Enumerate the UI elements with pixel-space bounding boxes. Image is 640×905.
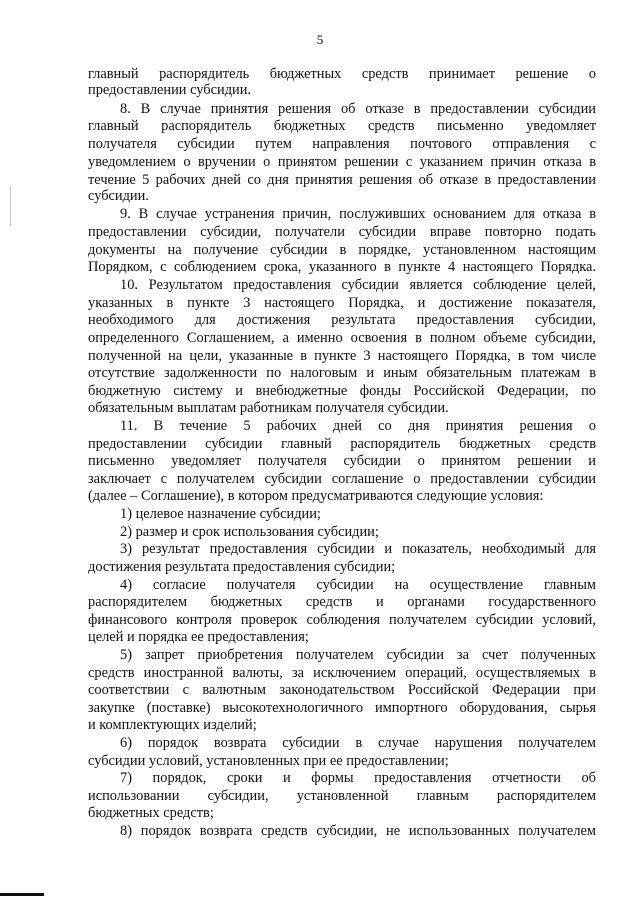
text-line: достижения результата предоставления субсидии; bbox=[88, 559, 396, 575]
text-line: целей и порядка ее предоставления; bbox=[88, 629, 309, 645]
text-line: главный распорядитель бюджетных средств принимает решение о bbox=[88, 66, 596, 82]
text-line: 3) результат предоставления субсидии и показатель, необходимый для bbox=[120, 541, 596, 557]
margin-mark bbox=[10, 186, 11, 226]
text-line: необходимого для достижения результата предоставления субсидии, bbox=[88, 312, 596, 328]
text-line: документы на получение субсидии в порядке, установленном настоящим bbox=[88, 242, 596, 258]
text-line: субсидии. bbox=[88, 188, 149, 204]
text-line: соответствии с валютным законодательством Российской Федерации при bbox=[88, 682, 596, 698]
text-line: субсидии условий, установленных при ее предоставлении; bbox=[88, 753, 449, 769]
text-line: распорядителем бюджетных средств и органами государственного bbox=[88, 594, 596, 610]
text-line: главный распорядитель бюджетных средств письменно уведомляет bbox=[88, 118, 596, 134]
text-line: 2) размер и срок использования субсидии; bbox=[120, 524, 379, 540]
text-line: обязательным выплатам работникам получателя субсидии. bbox=[88, 400, 449, 416]
text-line: бюджетную систему и внебюджетные фонды Российской Федерации, по bbox=[88, 383, 596, 399]
footer-rule bbox=[0, 893, 44, 896]
text-line: 11. В течение 5 рабочих дней со дня принятия решения о bbox=[120, 418, 596, 434]
text-line: 4) согласие получателя субсидии на осуществление главным bbox=[120, 577, 596, 593]
text-line: отсутствие задолженности по налоговым и иным обязательным платежам в bbox=[88, 365, 596, 381]
text-line: (далее – Соглашение), в котором предусматриваются следующие условия: bbox=[88, 488, 544, 504]
text-line: 1) целевое назначение субсидии; bbox=[120, 506, 321, 522]
text-line: уведомлением о вручении о принятом решении с указанием причин отказа в bbox=[88, 154, 596, 170]
text-line: и комплектующих изделий; bbox=[88, 717, 257, 733]
text-line: 8) порядок возврата средств субсидии, не использованных получателем bbox=[120, 823, 596, 839]
text-line: полученной на цели, указанные в пункте 3 настоящего Порядка, в том числе bbox=[88, 348, 596, 364]
text-line: 5) запрет приобретения получателем субсидии за счет полученных bbox=[120, 647, 596, 663]
text-line: предоставлении субсидии. bbox=[88, 82, 252, 98]
text-line: бюджетных средств; bbox=[88, 805, 214, 821]
text-line: закупке (поставке) высокотехнологичного импортного оборудования, сырья bbox=[88, 700, 596, 716]
text-line: получателя субсидии путем направления почтового отправления с bbox=[88, 136, 596, 152]
text-line: заключает с получателем субсидии соглашение о предоставлении субсидии bbox=[88, 471, 596, 487]
text-line: 6) порядок возврата субсидии в случае нарушения получателем bbox=[120, 735, 596, 751]
text-line: указанных в пункте 3 настоящего Порядка, и достижение показателя, bbox=[88, 295, 596, 311]
text-line: письменно уведомляет получателя субсидии о принятом решении и bbox=[88, 453, 596, 469]
text-line: 7) порядок, сроки и формы предоставления отчетности об bbox=[120, 770, 596, 786]
text-line: Порядком, с соблюдением срока, указанного в пункте 4 настоящего Порядка. bbox=[88, 259, 596, 275]
text-line: финансового контроля проверок соблюдения получателем субсидии условий, bbox=[88, 612, 596, 628]
text-line: средств иностранной валюты, за исключением операций, осуществляемых в bbox=[88, 665, 596, 681]
text-line: предоставлении субсидии главный распорядитель бюджетных средств bbox=[88, 436, 596, 452]
text-line: использовании субсидии, установленной главным распорядителем bbox=[88, 788, 596, 804]
text-line: 8. В случае принятия решения об отказе в предоставлении субсидии bbox=[120, 101, 596, 117]
text-line: 9. В случае устранения причин, послуживших основанием для отказа в bbox=[120, 206, 596, 222]
text-line: предоставлении субсидии, получатели субсидии вправе повторно подать bbox=[88, 224, 596, 240]
page-number: 5 bbox=[316, 32, 324, 47]
text-line: 10. Результатом предоставления субсидии является соблюдение целей, bbox=[120, 277, 596, 293]
text-line: течение 5 рабочих дней со дня принятия решения об отказе в предоставлении bbox=[88, 172, 596, 188]
text-line: определенного Соглашением, а именно освоения в полном объеме субсидии, bbox=[88, 330, 596, 346]
